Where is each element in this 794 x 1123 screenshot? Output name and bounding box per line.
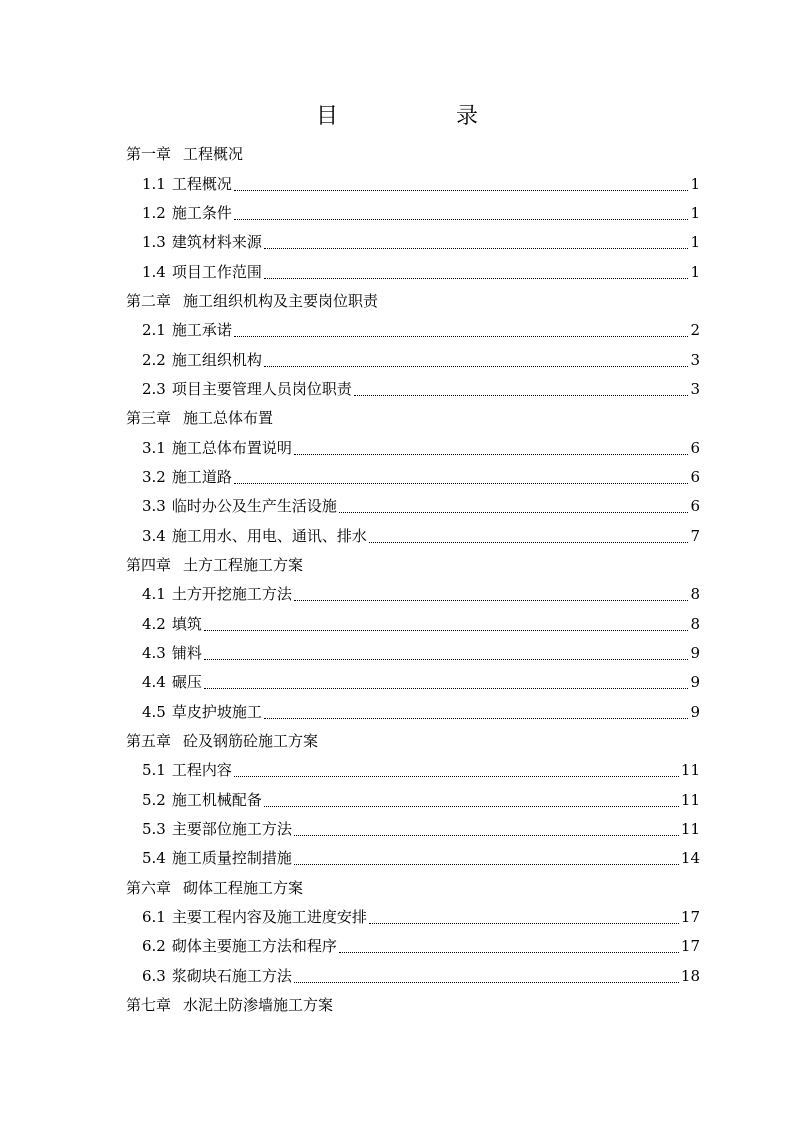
toc-section-entry[interactable] (126, 375, 700, 404)
toc-dot-leader (204, 676, 689, 689)
toc-section-entry[interactable] (126, 316, 700, 345)
toc-page-number: 8 (690, 614, 700, 633)
toc-section-entry[interactable] (126, 786, 700, 815)
toc-page-number: 14 (680, 849, 700, 868)
toc-section-entry[interactable] (126, 580, 700, 609)
toc-page-number: 9 (690, 702, 700, 721)
toc-entry-number: 第六章 (126, 878, 172, 897)
toc-entry-number: 3.4 (142, 526, 166, 545)
toc-section-entry[interactable] (126, 903, 700, 932)
toc-page-number: 6 (690, 467, 700, 486)
toc-entry-number: 第二章 (126, 291, 172, 310)
toc-section-entry[interactable] (126, 492, 700, 521)
toc-page-number: 3 (690, 379, 700, 398)
toc-entry-number: 4.1 (142, 585, 166, 604)
toc-dot-leader (294, 588, 689, 601)
toc-entry-number: 2.1 (142, 321, 166, 340)
toc-page-number: 8 (690, 585, 700, 604)
toc-chapter-entry[interactable] (126, 404, 700, 433)
toc-entry-title: 草皮护坡施工 (171, 702, 262, 721)
toc-entry-number: 3.3 (142, 497, 166, 516)
toc-entry-number: 4.2 (142, 614, 166, 633)
toc-entry-number: 6.1 (142, 908, 166, 927)
toc-page-number: 11 (680, 761, 700, 780)
table-of-contents (126, 140, 700, 1020)
toc-section-entry[interactable] (126, 815, 700, 844)
toc-dot-leader (354, 383, 689, 396)
toc-entry-number: 5.3 (142, 820, 166, 839)
toc-section-entry[interactable] (126, 345, 700, 374)
toc-entry-title: 碾压 (171, 673, 202, 692)
toc-dot-leader (234, 178, 689, 191)
toc-entry-title: 施工机械配备 (171, 790, 262, 809)
toc-entry-title: 主要部位施工方法 (171, 820, 292, 839)
toc-page-number: 9 (690, 644, 700, 663)
toc-entry-number: 5.4 (142, 849, 166, 868)
toc-dot-leader (264, 236, 689, 249)
toc-dot-leader (294, 970, 679, 983)
toc-page-number: 9 (690, 673, 700, 692)
toc-page-number: 6 (690, 438, 700, 457)
toc-page-number: 17 (680, 908, 700, 927)
toc-entry-number: 6.3 (142, 966, 166, 985)
toc-page-number: 2 (690, 321, 700, 340)
toc-section-entry[interactable] (126, 463, 700, 492)
toc-chapter-entry[interactable] (126, 287, 700, 316)
toc-chapter-entry[interactable] (126, 991, 700, 1020)
toc-entry-title: 施工总体布置说明 (171, 438, 292, 457)
toc-entry-number: 1.4 (142, 262, 166, 281)
toc-dot-leader (294, 823, 679, 836)
toc-dot-leader (204, 647, 689, 660)
toc-page-number: 7 (690, 526, 700, 545)
toc-dot-leader (339, 500, 689, 513)
toc-entry-title: 主要工程内容及施工进度安排 (171, 908, 367, 927)
toc-entry-title: 项目主要管理人员岗位职责 (171, 379, 352, 398)
toc-dot-leader (294, 442, 689, 455)
toc-dot-leader (264, 794, 679, 807)
toc-title: 目 录 (315, 104, 526, 129)
toc-section-entry[interactable] (126, 698, 700, 727)
toc-section-entry[interactable] (126, 932, 700, 961)
toc-entry-number: 6.2 (142, 937, 166, 956)
toc-section-entry[interactable] (126, 521, 700, 550)
toc-entry-title: 施工组织机构 (171, 350, 262, 369)
toc-entry-title: 施工质量控制措施 (171, 849, 292, 868)
toc-page-number: 17 (680, 937, 700, 956)
toc-entry-title: 砼及钢筋砼施工方案 (183, 732, 319, 751)
toc-chapter-entry[interactable] (126, 551, 700, 580)
toc-entry-title: 水泥土防渗墙施工方案 (183, 996, 334, 1015)
toc-dot-leader (369, 530, 689, 543)
toc-section-entry[interactable] (126, 257, 700, 286)
toc-entry-number: 5.1 (142, 761, 166, 780)
toc-entry-number: 第三章 (126, 409, 172, 428)
toc-entry-number: 3.1 (142, 438, 166, 457)
toc-entry-number: 第一章 (126, 145, 172, 164)
toc-dot-leader (339, 940, 679, 953)
toc-entry-title: 砌体工程施工方案 (183, 878, 304, 897)
toc-entry-title: 建筑材料来源 (171, 233, 262, 252)
toc-entry-title: 土方开挖施工方法 (171, 585, 292, 604)
toc-entry-number: 4.3 (142, 644, 166, 663)
toc-entry-title: 填筑 (171, 614, 202, 633)
toc-dot-leader (234, 471, 689, 484)
toc-chapter-entry[interactable] (126, 874, 700, 903)
toc-dot-leader (264, 354, 689, 367)
toc-section-entry[interactable] (126, 199, 700, 228)
toc-section-entry[interactable] (126, 169, 700, 198)
toc-page-number: 1 (690, 262, 700, 281)
toc-entry-number: 第五章 (126, 732, 172, 751)
toc-entry-number: 2.3 (142, 379, 166, 398)
toc-chapter-entry[interactable] (126, 140, 700, 169)
toc-entry-number: 第七章 (126, 996, 172, 1015)
toc-dot-leader (234, 207, 689, 220)
toc-entry-title: 浆砌块石施工方法 (171, 966, 292, 985)
toc-entry-title: 施工组织机构及主要岗位职责 (183, 291, 379, 310)
toc-entry-title: 砌体主要施工方法和程序 (171, 937, 337, 956)
toc-section-entry[interactable] (126, 228, 700, 257)
toc-page-number: 1 (690, 233, 700, 252)
toc-entry-title: 项目工作范围 (171, 262, 262, 281)
toc-section-entry[interactable] (126, 844, 700, 873)
toc-page-number: 3 (690, 350, 700, 369)
toc-page-number: 11 (680, 790, 700, 809)
toc-chapter-entry[interactable] (126, 727, 700, 756)
toc-entry-number: 4.5 (142, 702, 166, 721)
toc-entry-number: 5.2 (142, 790, 166, 809)
toc-page-number: 1 (690, 203, 700, 222)
toc-entry-title: 施工用水、用电、通讯、排水 (171, 526, 367, 545)
toc-entry-number: 第四章 (126, 555, 172, 574)
toc-page-number: 11 (680, 820, 700, 839)
toc-dot-leader (234, 324, 689, 337)
toc-dot-leader (369, 911, 679, 924)
toc-dot-leader (264, 706, 689, 719)
toc-entry-number: 1.1 (142, 174, 166, 193)
toc-entry-title: 铺料 (171, 644, 202, 663)
toc-entry-number: 4.4 (142, 673, 166, 692)
toc-entry-title: 土方工程施工方案 (183, 555, 304, 574)
toc-section-entry[interactable] (126, 639, 700, 668)
toc-entry-number: 1.3 (142, 233, 166, 252)
toc-dot-leader (204, 618, 689, 631)
toc-dot-leader (234, 764, 679, 777)
toc-page-number: 1 (690, 174, 700, 193)
toc-section-entry[interactable] (126, 756, 700, 785)
toc-entry-number: 2.2 (142, 350, 166, 369)
toc-page-number: 6 (690, 497, 700, 516)
toc-section-entry[interactable] (126, 610, 700, 639)
toc-entry-title: 施工道路 (171, 467, 232, 486)
toc-entry-number: 1.2 (142, 203, 166, 222)
toc-dot-leader (264, 266, 689, 279)
toc-section-entry[interactable] (126, 433, 700, 462)
toc-entry-title: 工程内容 (171, 761, 232, 780)
toc-entry-title: 施工总体布置 (183, 409, 274, 428)
toc-entry-title: 工程概况 (183, 145, 244, 164)
toc-entry-title: 工程概况 (171, 174, 232, 193)
toc-section-entry[interactable] (126, 962, 700, 991)
toc-section-entry[interactable] (126, 668, 700, 697)
toc-entry-number: 3.2 (142, 467, 166, 486)
toc-entry-title: 临时办公及生产生活设施 (171, 497, 337, 516)
toc-entry-title: 施工承诺 (171, 321, 232, 340)
toc-page-number: 18 (680, 966, 700, 985)
toc-entry-title: 施工条件 (171, 203, 232, 222)
toc-dot-leader (294, 852, 679, 865)
